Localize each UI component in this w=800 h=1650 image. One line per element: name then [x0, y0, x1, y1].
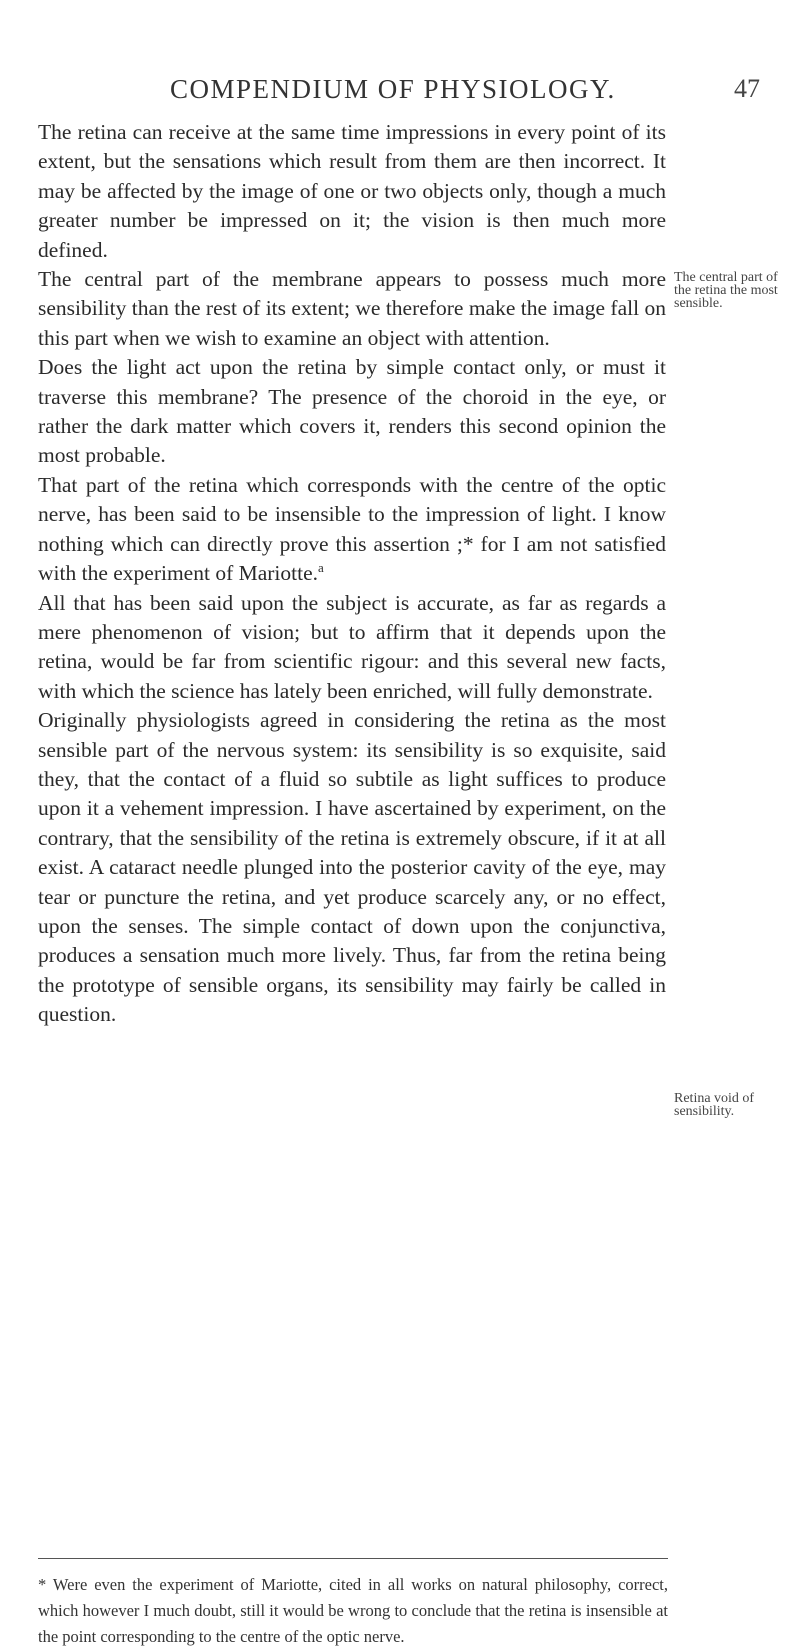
marginal-note-retina-void: Retina void of sensibility.	[674, 1091, 755, 1119]
footnote-text: * Were even the experiment of Mariotte, cited in all works on natural philosophy, correct, which however I much doubt, still it would be wrong to conclude that the retina is insensible at the point corresponding to the centre of the optic nerve.	[38, 1575, 668, 1646]
running-head	[0, 74, 800, 114]
paragraph-5: All that has been said upon the subject is accurate, as far as regards a mere phenomenon of vision; but to affirm that it depends upon the retina, would be far from scientific rigour: and this several new facts, with which the science has lately been enriched, will fully demonstrate.	[38, 590, 666, 703]
footnote-rule	[38, 1558, 668, 1559]
paragraph-1: The retina can receive at the same time impressions in every point of its extent, but the sensations which result from them are then incorrect. It may be affected by the image of one or two objects only, though a much greater number be impressed on it; the vision is then much more defined.	[38, 120, 666, 262]
footnote	[38, 1572, 668, 1650]
paragraph-2: The central part of the membrane appears to possess much more sensibility than the rest of its extent; we therefore make the image fall on this part when we wish to examine an object with attention.	[38, 267, 666, 350]
page-number: 47	[734, 74, 760, 103]
paragraph-4-text: That part of the retina which corresponds with the centre of the optic nerve, has been said to be insensible to the impression of light. I know nothing which can directly prove this assertion ;* for I am not satisfied with the experiment of Mariotte.	[38, 472, 666, 586]
marginal-note-central-retina: The central part of the retina the most sensible.	[674, 270, 778, 311]
paragraph-4	[38, 471, 666, 589]
paragraph-3: Does the light act upon the retina by simple contact only, or must it traverse this membrane? The presence of the choroid in the eye, or rather the dark matter which covers it, renders this second opinion the most probable.	[38, 355, 666, 468]
running-title: COMPENDIUM OF PHYSIOLOGY.	[170, 74, 616, 104]
body-text	[38, 118, 666, 1030]
paragraph-6: Originally physiologists agreed in considering the retina as the most sensible part of the nervous system: its sensibility is so exquisite, said they, that the contact of a fluid so subtile as light suffices to produce upon it a vehement impression. I have ascertained by experiment, on the contrary, that the sensibility of the retina is extremely obscure, if it at all exist. A cataract needle plunged into the posterior cavity of the eye, may tear or puncture the retina, and yet produce scarcely any, or no effect, upon the senses. The simple contact of down upon the conjunctiva, produces a sensation much more lively. Thus, far from the retina being the prototype of sensible organs, its sensibility may fairly be called in question.	[38, 708, 666, 1027]
reference-mark: a	[318, 559, 324, 575]
